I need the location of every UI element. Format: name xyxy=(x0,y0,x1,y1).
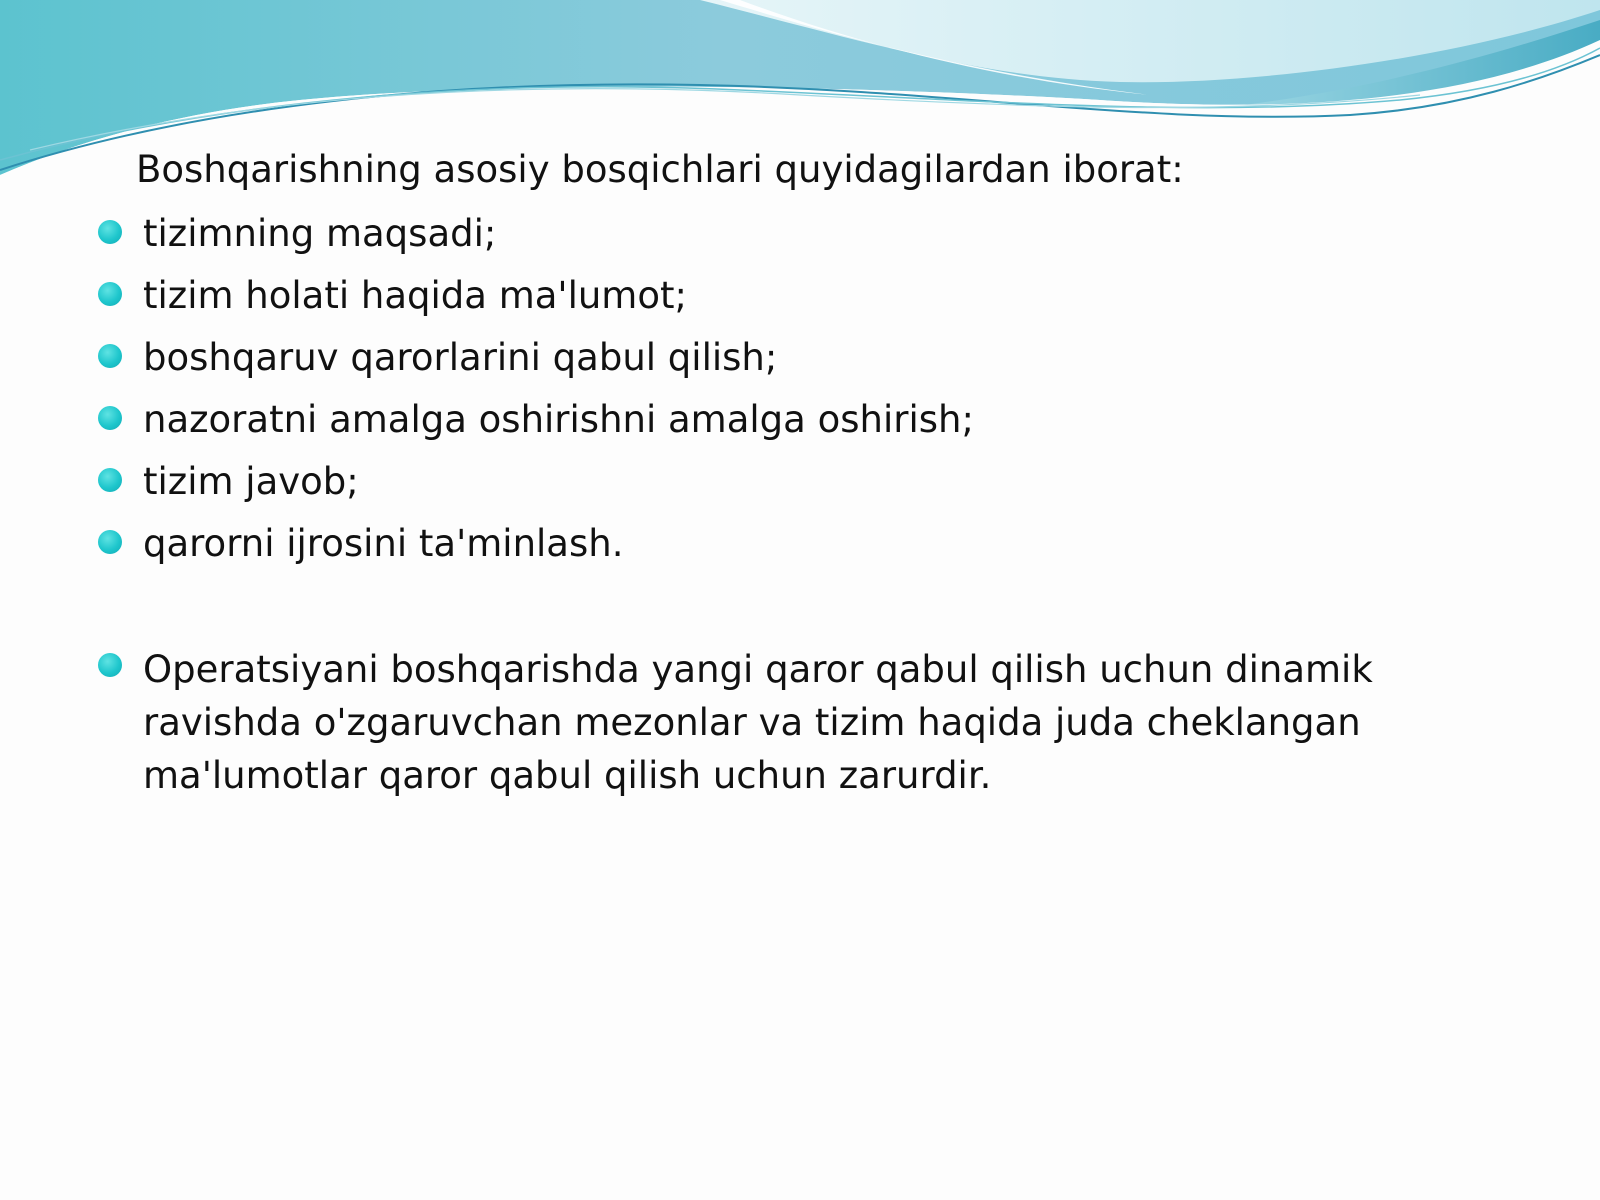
list-item-text: qarorni ijrosini ta'minlash. xyxy=(143,522,624,565)
bullet-icon xyxy=(98,344,122,368)
intro-text: Boshqarishning asosiy bosqichlari quyidagilardan iborat: xyxy=(136,148,1184,191)
bullet-icon xyxy=(98,653,122,677)
bullet-icon xyxy=(98,282,122,306)
list-item-text: tizimning maqsadi; xyxy=(143,212,497,255)
bullet-icon xyxy=(98,406,122,430)
bullet-icon xyxy=(98,468,122,492)
bullet-icon xyxy=(98,220,122,244)
list-item-text: nazoratni amalga oshirishni amalga oshirish; xyxy=(143,398,974,441)
bullet-icon xyxy=(98,530,122,554)
list-item-text: tizim holati haqida ma'lumot; xyxy=(143,274,687,317)
list-item-text: boshqaruv qarorlarini qabul qilish; xyxy=(143,336,778,379)
paragraph-text: Operatsiyani boshqarishda yangi qaror qabul qilish uchun dinamik ravishda o'zgaruvchan mezonlar va tizim haqida juda cheklangan ma'lumotlar qaror qabul qilish uchun zarurdir. xyxy=(143,648,1373,797)
list-item-text: tizim javob; xyxy=(143,460,359,503)
